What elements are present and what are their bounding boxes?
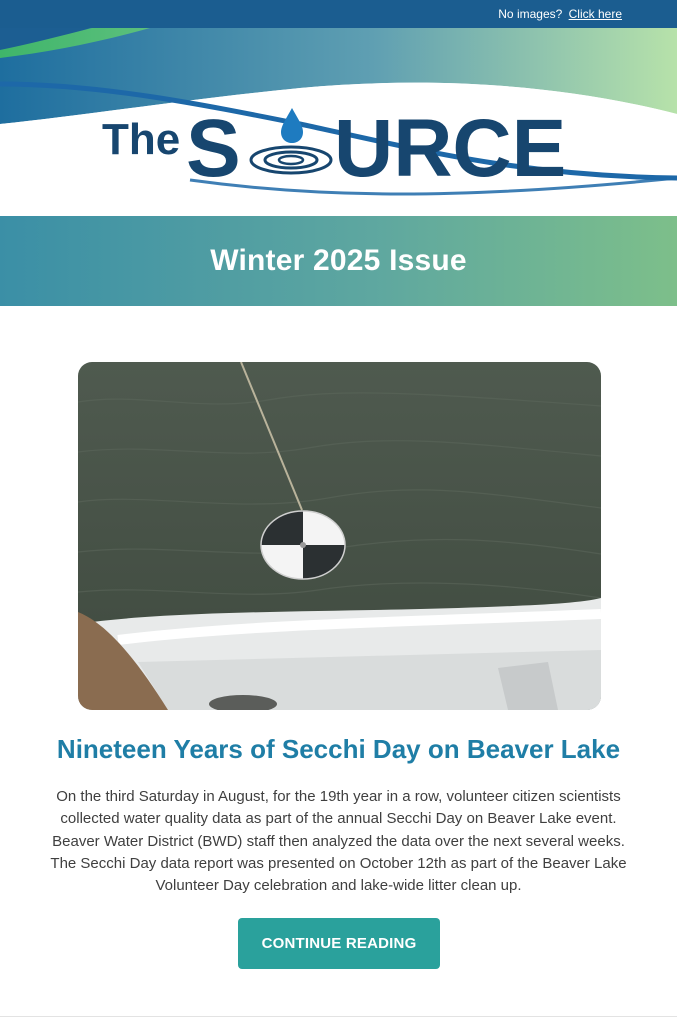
section-divider bbox=[0, 1016, 677, 1017]
issue-banner bbox=[0, 216, 677, 306]
top-bar bbox=[0, 0, 677, 28]
article-title[interactable]: Nineteen Years of Secchi Day on Beaver Lake bbox=[56, 734, 621, 764]
article-body-line: On the third Saturday in August, for the 19th year in a row, volunteer citizen scientists bbox=[56, 788, 621, 805]
no-images-notice bbox=[498, 7, 622, 21]
article-body-line: collected water quality data as part of the annual Secchi Day on Beaver Lake event. bbox=[60, 810, 617, 828]
secchi-disk-photo bbox=[78, 362, 601, 710]
logo-the: The bbox=[102, 115, 181, 164]
continue-reading-button[interactable]: CONTINUE READING bbox=[238, 918, 440, 969]
secchi-disk bbox=[261, 511, 345, 579]
article-photo[interactable] bbox=[78, 362, 601, 710]
logo-s: S bbox=[186, 103, 241, 194]
issue-title: Winter 2025 Issue bbox=[210, 244, 467, 277]
newsletter-header bbox=[0, 28, 677, 216]
article-body-line: Volunteer Day celebration and lake-wide litter clean up. bbox=[155, 877, 522, 895]
article-body-line: Beaver Water District (BWD) staff then analyzed the data over the next several weeks. bbox=[52, 832, 625, 850]
no-images-text: No images? bbox=[498, 7, 563, 21]
article-body-line: The Secchi Day data report was presented on October 12th as part of the Beaver Lake bbox=[50, 854, 627, 872]
click-here-link[interactable]: Click here bbox=[568, 7, 622, 21]
logo-urce: URCE bbox=[334, 103, 567, 194]
header-banner bbox=[0, 28, 677, 216]
article-body bbox=[40, 786, 637, 897]
